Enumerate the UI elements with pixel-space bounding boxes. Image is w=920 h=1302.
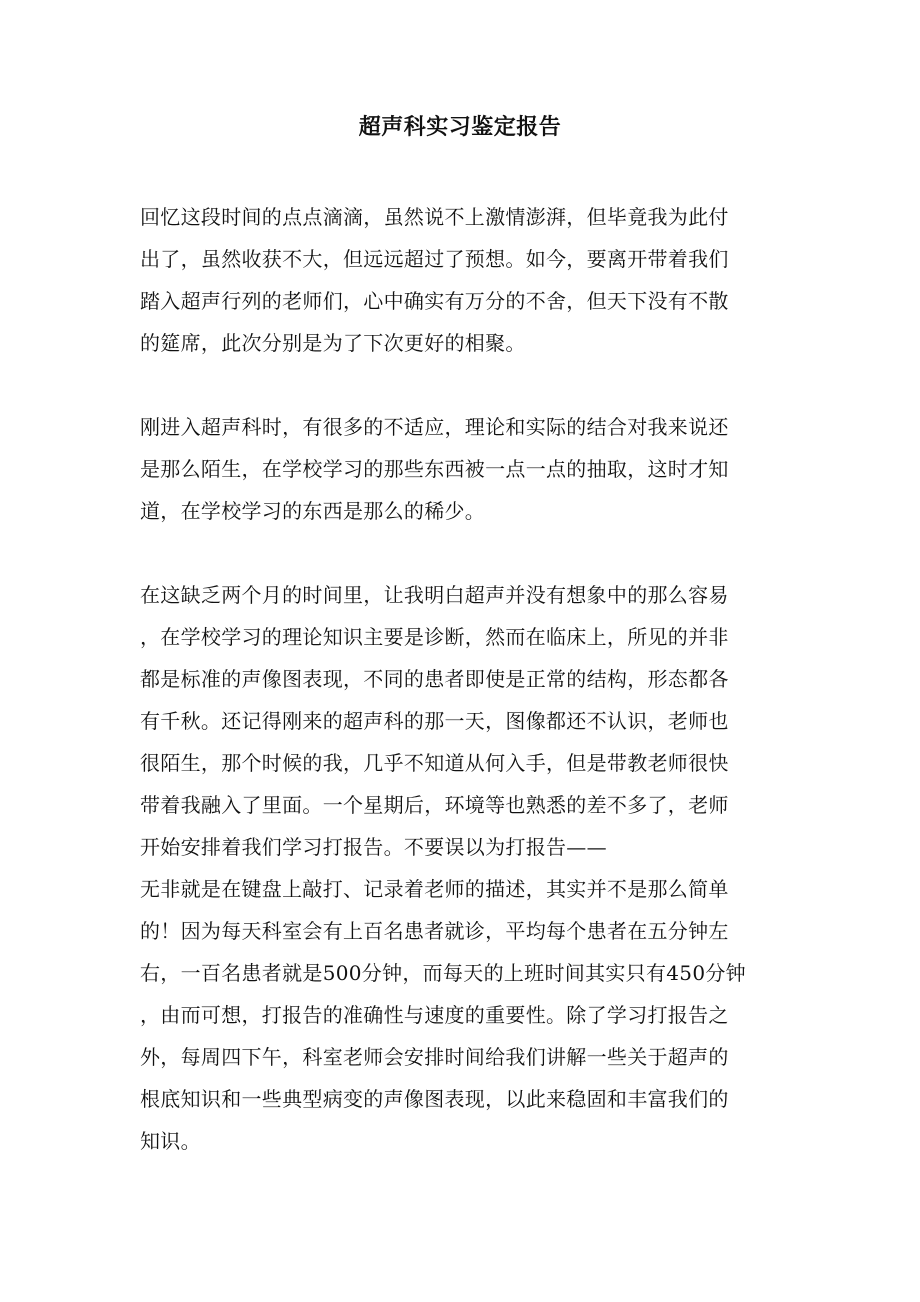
paragraph-line: 右，一百名患者就是500分钟，而每天的上班时间其实只有450分钟: [140, 961, 746, 985]
paragraph-line: 回忆这段时间的点点滴滴，虽然说不上激情澎湃，但毕竟我为此付: [140, 205, 729, 229]
paragraph-line: 有千秋。还记得刚来的超声科的那一天，图像都还不认识，老师也: [140, 709, 729, 733]
paragraph-line: 的！因为每天科室会有上百名患者就诊，平均每个患者在五分钟左: [140, 919, 729, 943]
paragraph-line: ，在学校学习的理论知识主要是诊断，然而在临床上，所见的并非: [140, 625, 729, 649]
paragraph-1: [140, 196, 780, 364]
paragraph-line: 都是标准的声像图表现，不同的患者即使是正常的结构，形态都各: [140, 667, 729, 691]
paragraph-line: 根底知识和一些典型病变的声像图表现，以此来稳固和丰富我们的: [140, 1087, 729, 1111]
paragraph-line: 刚进入超声科时，有很多的不适应，理论和实际的结合对我来说还: [140, 415, 729, 439]
paragraph-line: 道，在学校学习的东西是那么的稀少。: [140, 499, 486, 523]
paragraph-3: [140, 574, 780, 1162]
paragraph-line: 知识。: [140, 1129, 201, 1153]
paragraph-line: 的筵席，此次分别是为了下次更好的相聚。: [140, 331, 526, 355]
paragraph-line: 在这缺乏两个月的时间里，让我明白超声并没有想象中的那么容易: [140, 583, 729, 607]
document-title: 超声科实习鉴定报告: [358, 114, 562, 140]
paragraph-line: 出了，虽然收获不大，但远远超过了预想。如今，要离开带着我们: [140, 247, 729, 271]
paragraph-line: 外，每周四下午，科室老师会安排时间给我们讲解一些关于超声的: [140, 1045, 729, 1069]
paragraph-line: 是那么陌生，在学校学习的那些东西被一点一点的抽取，这时才知: [140, 457, 729, 481]
paragraph-line: 无非就是在键盘上敲打、记录着老师的描述，其实并不是那么简单: [140, 877, 729, 901]
paragraph-line: 开始安排着我们学习打报告。不要误以为打报告——: [140, 835, 607, 859]
paragraph-line: 带着我融入了里面。一个星期后，环境等也熟悉的差不多了，老师: [140, 793, 729, 817]
paragraph-2: [140, 406, 780, 532]
paragraph-line: 很陌生，那个时候的我，几乎不知道从何入手，但是带教老师很快: [140, 751, 729, 775]
paragraph-line: 踏入超声行列的老师们，心中确实有万分的不舍，但天下没有不散: [140, 289, 729, 313]
paragraph-line: ，由而可想，打报告的准确性与速度的重要性。除了学习打报告之: [140, 1003, 729, 1027]
